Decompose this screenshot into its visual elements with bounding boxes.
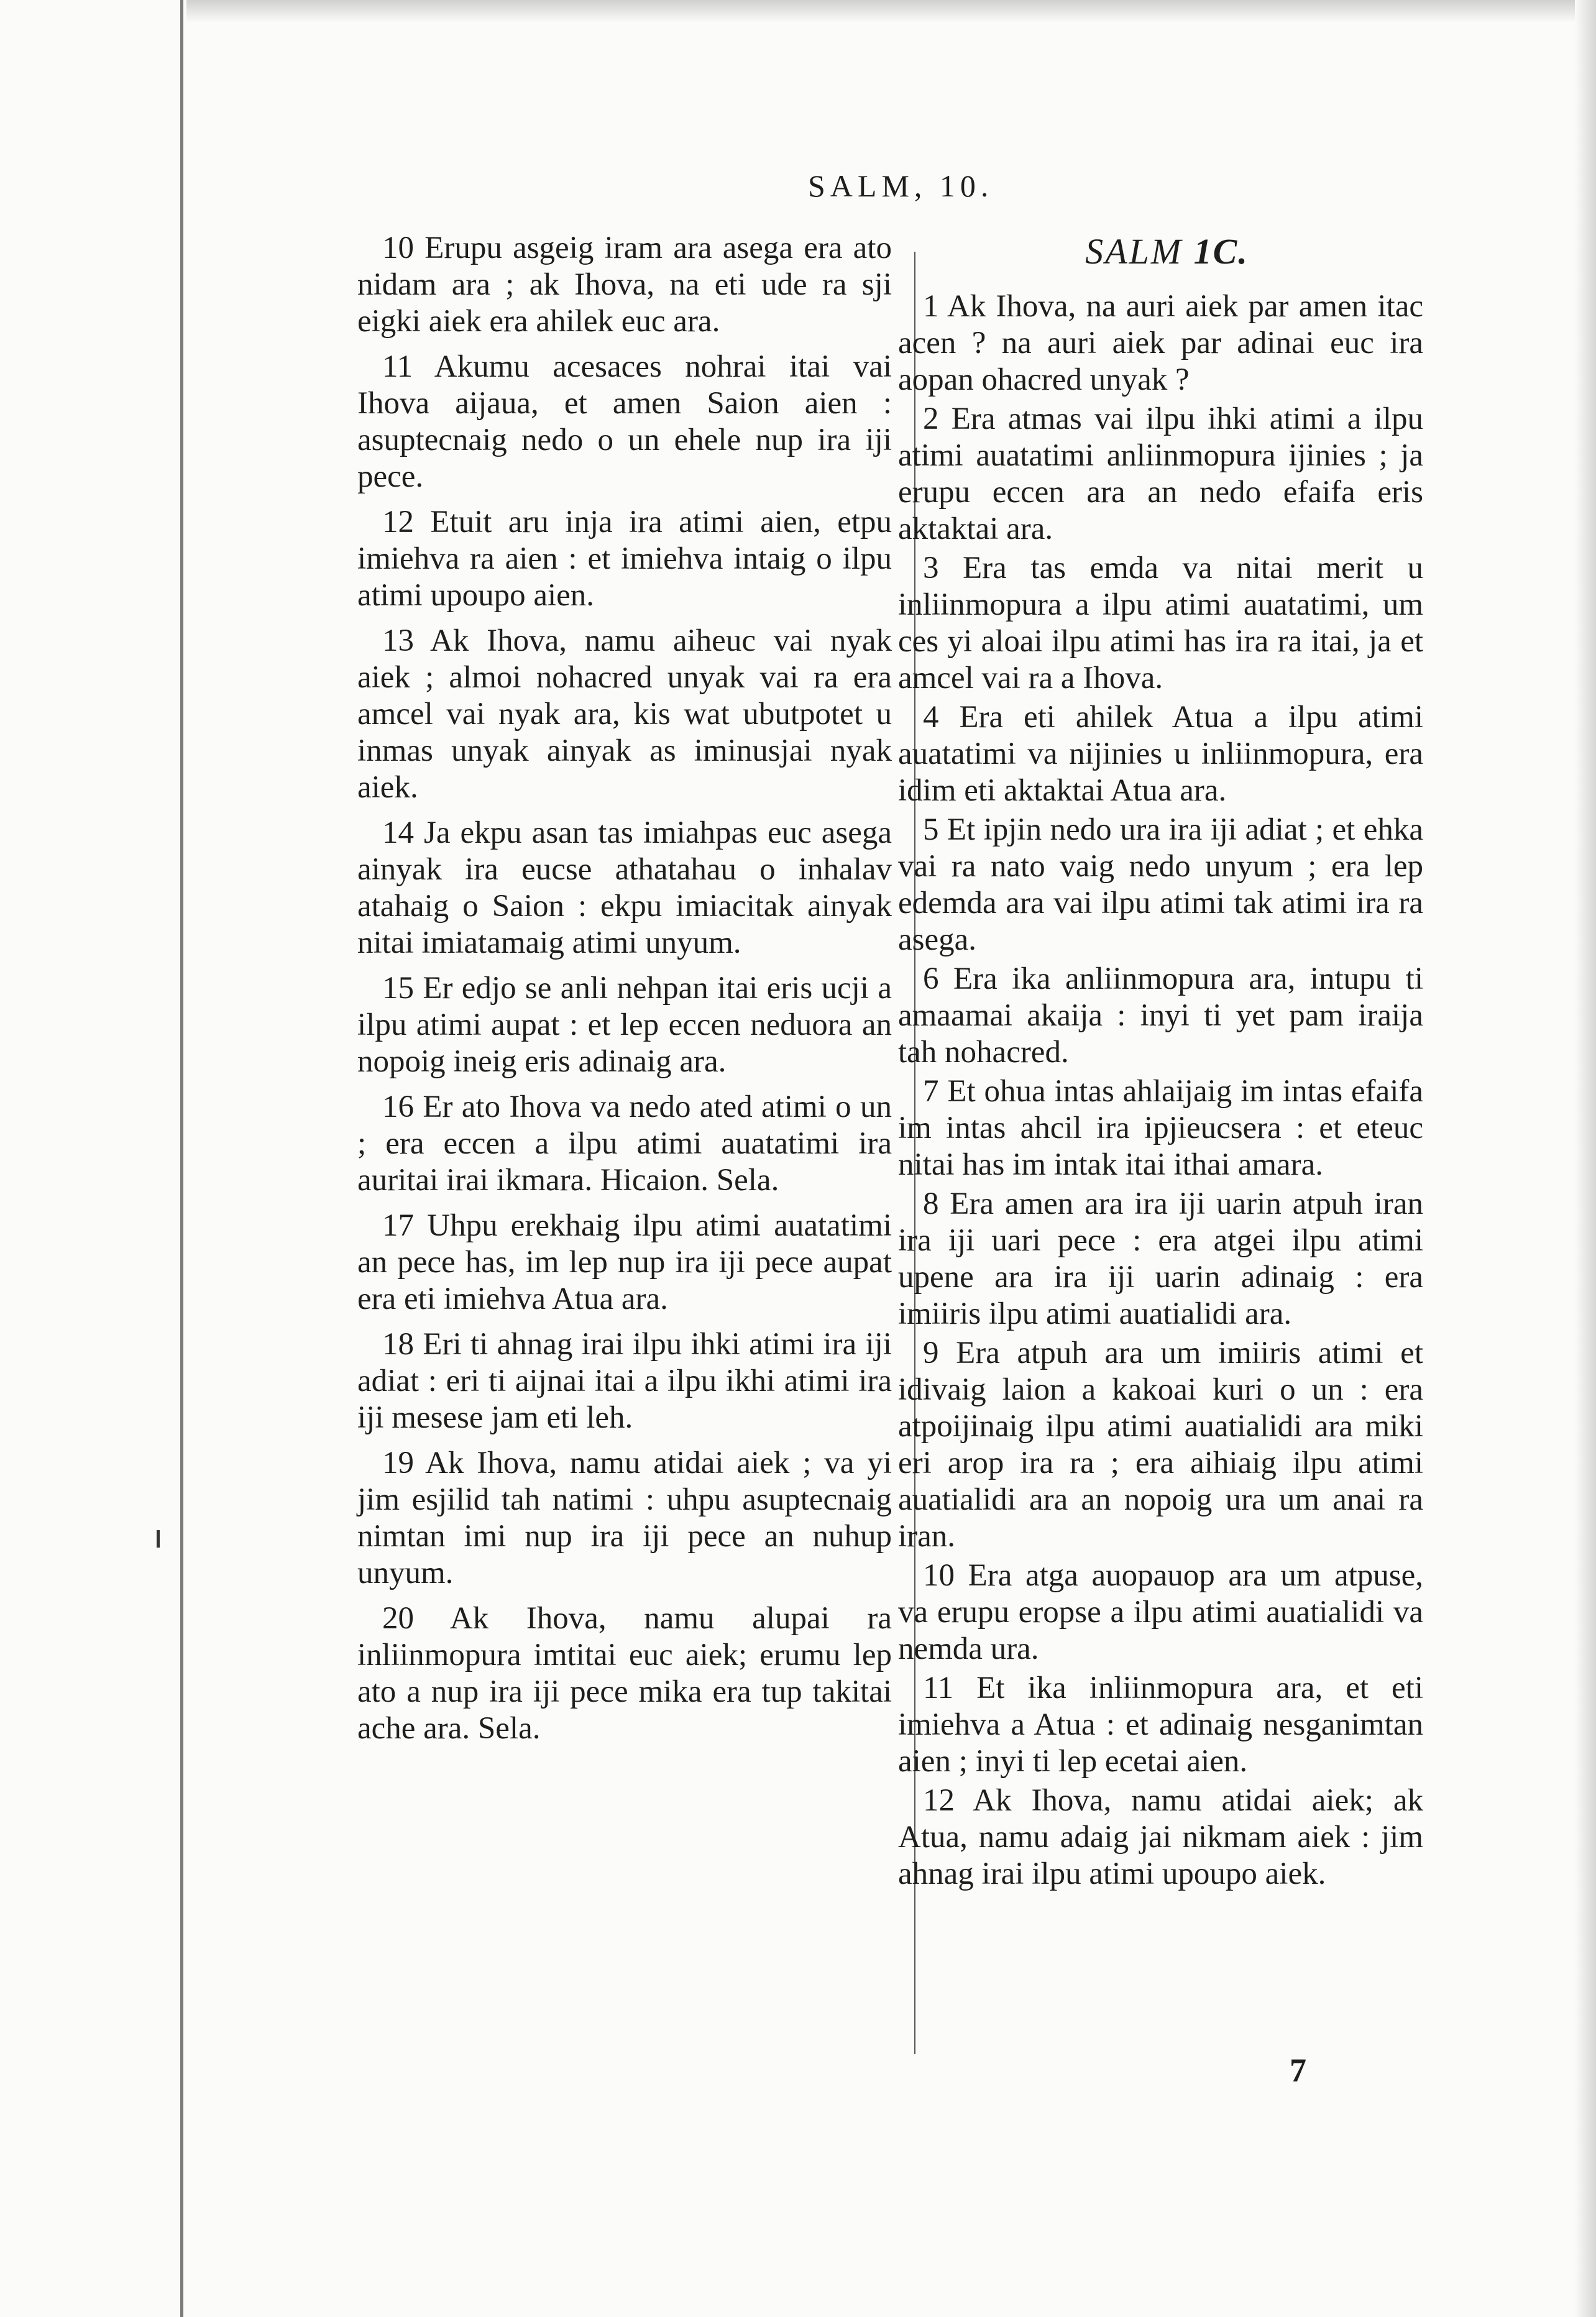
verse: 13 Ak Ihova, namu aiheuc vai nyak aiek ; almoi nohacred unyak vai ra era amcel vai nyak ara, kis wat ubutpotet u inmas unyak ainyak as iminusjai nyak aiek. <box>357 623 892 805</box>
verse: 10 Era atga auopauop ara um atpuse, va erupu eropse a ilpu atimi auatialidi va nemda ura. <box>898 1558 1423 1666</box>
psalm-heading <box>898 230 1423 273</box>
verse: 1 Ak Ihova, na auri aiek par amen itac acen ? na auri aiek par adinai euc ira aopan ohacred unyak ? <box>898 289 1423 397</box>
verse: 20 Ak Ihova, namu alupai ra inliinmopura imtitai euc aiek; erumu lep ato a nup ira iji pece mika era tup takitai ache ara. Sela. <box>357 1601 892 1746</box>
verse: 17 Uhpu erekhaig ilpu atimi auatatimi an pece has, im lep nup ira iji pece aupat era eti imiehva Atua ara. <box>357 1208 892 1316</box>
page-top-shadow <box>186 0 1596 22</box>
verse: 18 Eri ti ahnag irai ilpu ihki atimi ira iji adiat : eri ti aijnai itai a ilpu ikhi atimi ira iji mesese jam eti leh. <box>357 1327 892 1435</box>
right-column <box>898 230 1423 1895</box>
page-right-shadow <box>1575 0 1596 2317</box>
verse: 5 Et ipjin nedo ura ira iji adiat ; et ehka vai ra nato vaig nedo unyum ; era lep edemda ara vai ilpu atimi tak atimi ira ra asega. <box>898 812 1423 957</box>
verse: 2 Era atmas vai ilpu ihki atimi a ilpu atimi auatatimi anliinmopura ijinies ; ja erupu eccen ara an nedo efaifa eris aktaktai ara. <box>898 401 1423 546</box>
verse: 16 Er ato Ihova va nedo ated atimi o un ; era eccen a ilpu atimi auatatimi ira auritai irai ikmara. Hicaion. Sela. <box>357 1090 892 1198</box>
verse: 4 Era eti ahilek Atua a ilpu atimi auatatimi va nijinies u inliinmopura, era idim eti aktaktai Atua ara. <box>898 700 1423 808</box>
verse: 14 Ja ekpu asan tas imiahpas euc asega ainyak ira eucse athatahau o inhalav atahaig o Saion : ekpu imiacitak ainyak nitai imiatamaig atimi unyum. <box>357 815 892 960</box>
verse: 15 Er edjo se anli nehpan itai eris ucji a ilpu atimi aupat : et lep eccen neduora an nopoig ineig eris adinaig ara. <box>357 971 892 1079</box>
verse: 8 Era amen ara ira iji uarin atpuh iran ira iji uari pece : era atgei ilpu atimi upene ara ira iji uarin adinaig : era imiiris ilpu atimi auatialidi ara. <box>898 1186 1423 1331</box>
binding-mark <box>157 1530 160 1548</box>
verse: 19 Ak Ihova, namu atidai aiek ; va yi jim esjilid tah natimi : uhpu asuptecnaig nimtan imi nup ira iji pece an nuhup unyum. <box>357 1446 892 1590</box>
verse: 11 Et ika inliinmopura ara, et eti imiehva a Atua : et adinaig nesganimtan aien ; inyi ti lep ecetai aien. <box>898 1671 1423 1779</box>
page-left-edge <box>180 0 183 2317</box>
verse: 7 Et ohua intas ahlaijaig im intas efaifa im intas ahcil ira ipjieucsera : et eteuc nitai has im intak itai ithai amara. <box>898 1074 1423 1182</box>
running-title: SALM, 10. <box>808 168 994 203</box>
left-column <box>357 230 892 1756</box>
psalm-label: SALM <box>1085 231 1183 272</box>
verse: 3 Era tas emda va nitai merit u inliinmopura a ilpu atimi auatatimi, um ces yi aloai ilpu atimi has ira ra itai, ja et amcel vai ra a Ihova. <box>898 551 1423 695</box>
verse: 12 Etuit aru inja ira atimi aien, etpu imiehva ra aien : et imiehva intaig o ilpu atimi upoupo aien. <box>357 505 892 613</box>
verse: 9 Era atpuh ara um imiiris atimi et idivaig laion a kakoai kuri o un : era atpoijinaig ilpu atimi auatialidi ara miki eri arop ira ra ; era aihiaig ilpu atimi auatialidi ara an nopoig ura um anai ra iran. <box>898 1336 1423 1554</box>
verse: 11 Akumu acesaces nohrai itai vai Ihova aijaua, et amen Saion aien : asuptecnaig nedo o un ehele nup ira iji pece. <box>357 349 892 494</box>
verse: 10 Erupu asgeig iram ara asega era ato nidam ara ; ak Ihova, na eti ude ra sji eigki aiek era ahilek euc ara. <box>357 231 892 339</box>
page-number: 7 <box>1290 2052 1306 2089</box>
verse: 6 Era ika anliinmopura ara, intupu ti amaamai akaija : inyi ti yet pam iraija tah nohacred. <box>898 961 1423 1070</box>
psalm-number: 1C. <box>1193 231 1249 272</box>
verse: 12 Ak Ihova, namu atidai aiek; ak Atua, namu adaig jai nikmam aiek : jim ahnag irai ilpu atimi upoupo aiek. <box>898 1783 1423 1891</box>
